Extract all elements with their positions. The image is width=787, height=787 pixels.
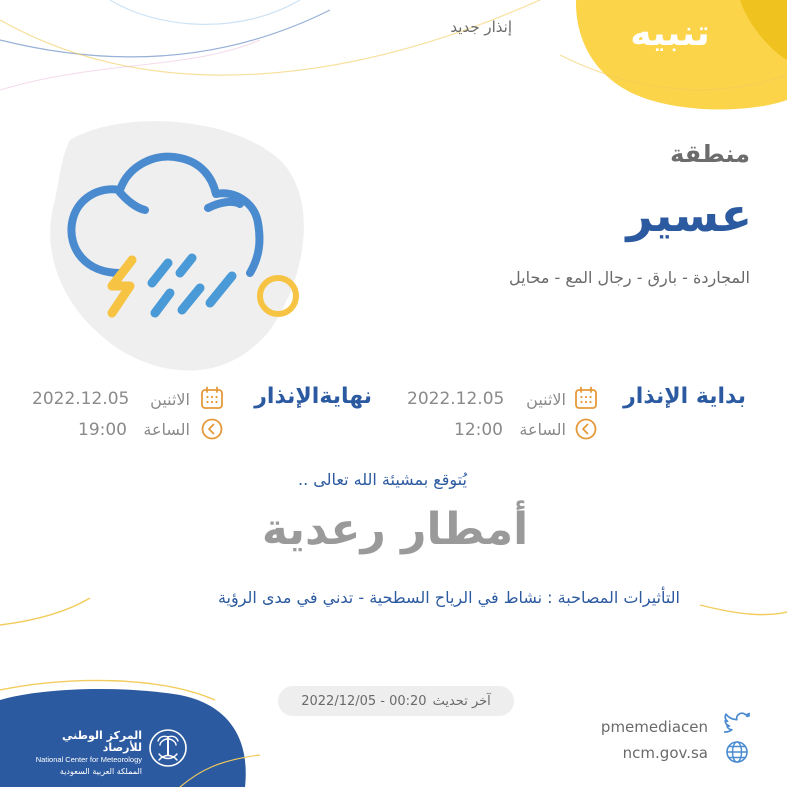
chevron-circle-icon xyxy=(201,418,223,440)
last-update-badge xyxy=(278,686,514,716)
palm-swords-emblem-icon xyxy=(148,726,188,770)
calendar-icon xyxy=(574,386,598,410)
org-name-ar: المركز الوطني للأرصاد xyxy=(62,729,142,754)
thunderstorm-rain-icon xyxy=(60,148,305,328)
alert-title: تنبيه xyxy=(630,13,710,54)
org-name-en: National Center for Meteorology xyxy=(35,755,142,764)
warning-start-hour-label: الساعة xyxy=(519,420,566,439)
warning-end-time: 19:00 xyxy=(78,420,127,440)
region-name: عسير xyxy=(626,188,752,242)
warning-end-hour-label: الساعة xyxy=(143,420,190,439)
new-alert-label: إنذار جديد xyxy=(450,18,512,36)
forecast-intro: يُتوقع بمشيئة الله تعالى .. xyxy=(298,470,467,489)
warning-end-day: الاثنين xyxy=(150,390,190,409)
globe-icon[interactable] xyxy=(725,740,749,764)
weather-phenomenon: أمطار رعدية xyxy=(261,504,529,555)
warning-start-title: بداية الإنذار xyxy=(623,384,746,409)
subregions-list: المجاردة - بارق - رجال المع - محايل xyxy=(509,268,750,287)
warning-end-date: 2022.12.05 xyxy=(32,389,130,409)
chevron-circle-icon xyxy=(575,418,597,440)
warning-start-date: 2022.12.05 xyxy=(407,389,505,409)
warning-end-title: نهايةالإنذار xyxy=(254,384,372,409)
region-label: منطقة xyxy=(670,140,750,168)
org-country-ar: المملكة العربية السعودية xyxy=(59,767,142,776)
last-update-value: 2022/12/05 - 00:20 xyxy=(301,693,427,709)
accompanying-effects: التأثيرات المصاحبة : نشاط في الرياح السطحية - تدني في مدى الرؤية xyxy=(217,588,680,607)
last-update-label: آخر تحديث xyxy=(432,693,491,709)
calendar-icon xyxy=(200,386,224,410)
warning-start-time: 12:00 xyxy=(454,420,503,440)
website-link[interactable]: ncm.gov.sa xyxy=(622,744,708,762)
twitter-handle-link[interactable]: pmemediacen xyxy=(600,718,708,736)
organization-name xyxy=(30,730,142,778)
twitter-icon[interactable] xyxy=(724,712,750,734)
warning-start-day: الاثنين xyxy=(526,390,566,409)
